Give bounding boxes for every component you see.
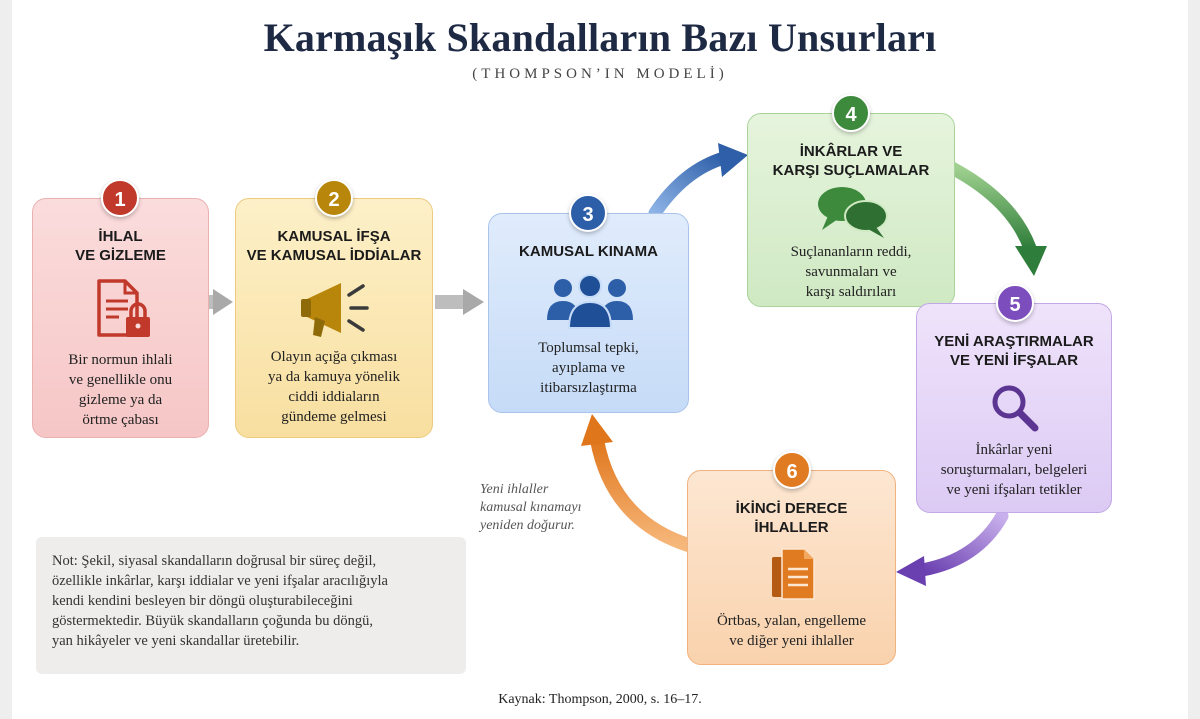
step-3-badge: 3 [569,194,607,232]
arrow-2-to-3 [435,289,484,315]
source-citation: Kaynak: Thompson, 2000, s. 16–17. [498,692,702,707]
note-box: Not: Şekil, siyasal skandalların doğrusal bir süreç değil, özellikle inkârlar, karşı iddialar ve yeni ifşalar aracılığıyla kendi kendini besleyen bir döngü oluşturabileceğini göstermektedir. Büyük skandalların çoğunda bu döngü, yan hikâyeler ve yeni skandallar üretebilir. [36,537,466,674]
step-6-description: Örtbas, yalan, engelleme ve diğer yeni ihlaller [716,613,867,649]
step-1-card [32,189,209,438]
step-1-description: Bir normun ihlali ve genellikle onu gizleme ya da örtme çabası [68,352,173,428]
step-5-description: İnkârlar yeni soruşturmaları, belgeleri ve yeni ifşaları tetikler [940,442,1088,498]
step-4-card [747,104,955,307]
step-6-title: İKİNCİ DERECE İHLALLER [735,500,848,536]
speech-bubbles-icon [816,184,890,240]
megaphone-icon [301,277,377,341]
step-2-title: KAMUSAL İFŞA VE KAMUSAL İDDİALAR [246,228,422,264]
step-6-card [687,461,896,665]
step-2-badge: 2 [315,179,353,217]
step-5-badge: 5 [996,284,1034,322]
cycle-note: Yeni ihlaller kamusal kınamayı yeniden doğurur. [480,482,582,533]
step-2-description: Olayın açığa çıkması ya da kamuya yönelik ciddi iddiaların gündeme gelmesi [267,349,401,425]
arrow-3-to-4 [655,143,748,213]
step-3-card [488,204,689,413]
infographic-sheet [12,0,1188,719]
step-1-title: İHLAL VE GİZLEME [75,228,166,264]
step-3-description: Toplumsal tepki, ayıplama ve itibarsızlaştırma [538,340,639,396]
step-5-title: YENİ ARAŞTIRMALAR VE YENİ İFŞALAR [934,333,1094,369]
step-1-badge: 1 [101,179,139,217]
step-5-card [916,294,1112,513]
people-group-icon [545,274,635,330]
document-lock-icon [93,277,153,341]
magnifier-icon [989,382,1041,434]
step-4-description: Suçlananların reddi, savunmaları ve karşı saldırıları [790,244,912,300]
step-2-card [235,189,433,438]
arrow-4-to-5 [952,168,1047,276]
step-4-title: İNKÂRLAR VE KARŞI SUÇLAMALAR [772,143,930,179]
step-3-title: KAMUSAL KINAMA [519,243,658,260]
arrow-5-to-6 [896,516,1002,586]
documents-icon [768,547,818,603]
page-title: Karmaşık Skandalların Bazı Unsurları [263,15,937,60]
step-4-badge: 4 [832,94,870,132]
step-6-badge: 6 [773,451,811,489]
page-subtitle: (THOMPSON’IN MODELİ) [472,66,728,82]
